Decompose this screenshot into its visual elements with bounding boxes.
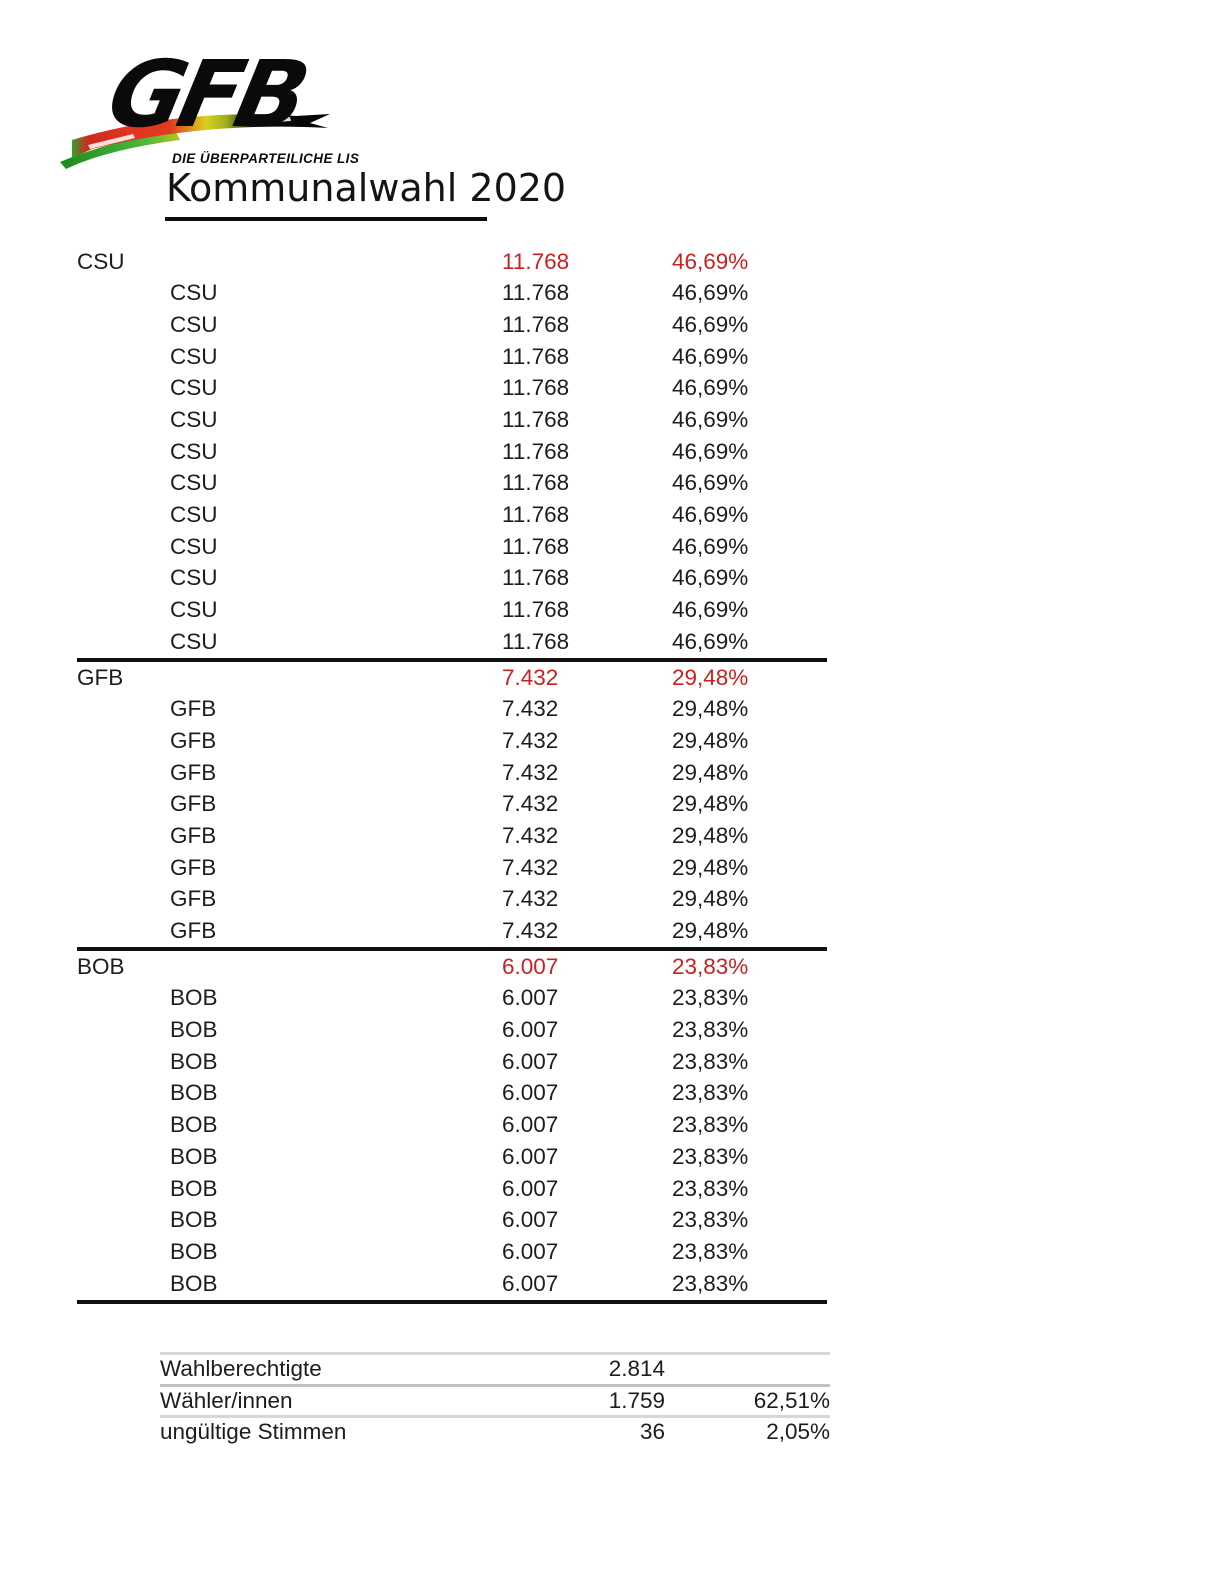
candidate-votes: 11.768 xyxy=(502,311,570,337)
party-section xyxy=(77,246,827,662)
candidate-row xyxy=(77,1110,827,1142)
party-name: CSU xyxy=(77,248,125,274)
candidate-votes: 6.007 xyxy=(502,1143,559,1169)
candidate-row xyxy=(77,468,827,500)
party-percent-total: 29,48% xyxy=(672,664,749,690)
candidate-row xyxy=(77,595,827,627)
candidate-name: CSU xyxy=(170,343,218,369)
candidate-votes: 11.768 xyxy=(502,438,570,464)
candidate-name: CSU xyxy=(170,565,218,591)
candidate-name: BOB xyxy=(170,1080,218,1106)
party-total-row xyxy=(77,246,827,278)
candidate-name: GFB xyxy=(170,886,217,912)
candidate-row xyxy=(77,1015,827,1047)
candidate-votes: 7.432 xyxy=(502,727,559,753)
party-votes-total: 6.007 xyxy=(502,953,559,979)
candidate-percent: 23,83% xyxy=(672,985,749,1011)
summary-row xyxy=(160,1415,830,1447)
candidate-votes: 7.432 xyxy=(502,791,559,817)
summary-label: Wähler/innen xyxy=(160,1387,293,1413)
party-name: BOB xyxy=(77,953,125,979)
party-percent-total: 46,69% xyxy=(672,248,749,274)
candidate-percent: 29,48% xyxy=(672,727,749,753)
summary-percent: 2,05% xyxy=(766,1419,830,1444)
candidate-votes: 6.007 xyxy=(502,1238,559,1264)
candidate-votes: 6.007 xyxy=(502,1080,559,1106)
party-section xyxy=(77,951,827,1304)
candidate-name: GFB xyxy=(170,918,217,944)
candidate-percent: 29,48% xyxy=(672,918,749,944)
candidate-row xyxy=(77,373,827,405)
party-votes-total: 7.432 xyxy=(502,664,559,690)
candidate-name: GFB xyxy=(170,791,217,817)
candidate-percent: 46,69% xyxy=(672,343,749,369)
candidate-row xyxy=(77,626,827,658)
candidate-percent: 46,69% xyxy=(672,438,749,464)
candidate-rows xyxy=(77,983,827,1300)
candidate-votes: 6.007 xyxy=(502,1112,559,1138)
candidate-percent: 46,69% xyxy=(672,565,749,591)
candidate-row xyxy=(77,1078,827,1110)
candidate-percent: 29,48% xyxy=(672,822,749,848)
candidate-percent: 29,48% xyxy=(672,791,749,817)
candidate-row xyxy=(77,1046,827,1078)
candidate-row xyxy=(77,1268,827,1300)
candidate-name: CSU xyxy=(170,438,218,464)
candidate-row xyxy=(77,757,827,789)
candidate-name: CSU xyxy=(170,502,218,528)
logo-acronym: GFB xyxy=(99,40,313,148)
party-name: GFB xyxy=(77,664,124,690)
candidate-row xyxy=(77,531,827,563)
candidate-row xyxy=(77,436,827,468)
candidate-votes: 11.768 xyxy=(502,470,570,496)
candidate-votes: 7.432 xyxy=(502,759,559,785)
candidate-votes: 7.432 xyxy=(502,854,559,880)
summary-label: Wahlberechtigte xyxy=(160,1356,322,1381)
candidate-name: CSU xyxy=(170,628,218,654)
candidate-votes: 6.007 xyxy=(502,985,559,1011)
candidate-row xyxy=(77,404,827,436)
candidate-votes: 11.768 xyxy=(502,502,570,528)
candidate-row xyxy=(77,309,827,341)
candidate-row xyxy=(77,500,827,532)
candidate-name: BOB xyxy=(170,1112,218,1138)
candidate-votes: 11.768 xyxy=(502,533,570,559)
candidate-name: BOB xyxy=(170,1048,218,1074)
candidate-name: CSU xyxy=(170,533,218,559)
candidate-percent: 29,48% xyxy=(672,759,749,785)
candidate-row xyxy=(77,563,827,595)
summary-table xyxy=(160,1352,830,1447)
candidate-percent: 46,69% xyxy=(672,407,749,433)
candidate-row xyxy=(77,915,827,947)
candidate-name: CSU xyxy=(170,311,218,337)
candidate-votes: 11.768 xyxy=(502,628,570,654)
candidate-name: GFB xyxy=(170,696,217,722)
candidate-percent: 46,69% xyxy=(672,280,749,306)
candidate-percent: 23,83% xyxy=(672,1175,749,1201)
gfb-logo xyxy=(58,28,360,170)
candidate-percent: 23,83% xyxy=(672,1112,749,1138)
candidate-name: CSU xyxy=(170,597,218,623)
candidate-row xyxy=(77,983,827,1015)
candidate-percent: 46,69% xyxy=(672,502,749,528)
summary-value: 1.759 xyxy=(608,1387,665,1413)
candidate-votes: 6.007 xyxy=(502,1207,559,1233)
candidate-percent: 23,83% xyxy=(672,1270,749,1296)
party-section xyxy=(77,662,827,951)
candidate-row xyxy=(77,789,827,821)
candidate-percent: 46,69% xyxy=(672,533,749,559)
candidate-percent: 23,83% xyxy=(672,1238,749,1264)
candidate-row xyxy=(77,1205,827,1237)
summary-label: ungültige Stimmen xyxy=(160,1419,347,1444)
candidate-votes: 7.432 xyxy=(502,822,559,848)
candidate-percent: 23,83% xyxy=(672,1143,749,1169)
candidate-votes: 6.007 xyxy=(502,1048,559,1074)
candidate-name: BOB xyxy=(170,1207,218,1233)
candidate-votes: 11.768 xyxy=(502,565,570,591)
page-title: Kommunalwahl 2020 xyxy=(166,166,567,210)
candidate-votes: 11.768 xyxy=(502,280,570,306)
candidate-row xyxy=(77,694,827,726)
candidate-name: CSU xyxy=(170,375,218,401)
candidate-votes: 11.768 xyxy=(502,375,570,401)
candidate-row xyxy=(77,820,827,852)
candidate-row xyxy=(77,852,827,884)
candidate-rows xyxy=(77,694,827,948)
candidate-votes: 11.768 xyxy=(502,343,570,369)
candidate-percent: 23,83% xyxy=(672,1080,749,1106)
candidate-row xyxy=(77,1236,827,1268)
candidate-votes: 7.432 xyxy=(502,886,559,912)
candidate-rows xyxy=(77,278,827,658)
candidate-name: BOB xyxy=(170,1175,218,1201)
summary-value: 36 xyxy=(639,1419,665,1444)
candidate-votes: 6.007 xyxy=(502,1017,559,1043)
candidate-row xyxy=(77,341,827,373)
party-votes-total: 11.768 xyxy=(502,248,570,274)
summary-value: 2.814 xyxy=(608,1356,665,1381)
candidate-row xyxy=(77,884,827,916)
gfb-logo-graphic xyxy=(58,28,360,170)
candidate-percent: 29,48% xyxy=(672,886,749,912)
candidate-votes: 6.007 xyxy=(502,1175,559,1201)
logo-tagline: DIE ÜBERPARTEILICHE LISTE xyxy=(172,151,360,166)
candidate-percent: 23,83% xyxy=(672,1048,749,1074)
summary-percent: 62,51% xyxy=(753,1387,830,1413)
candidate-name: GFB xyxy=(170,759,217,785)
summary-row xyxy=(160,1384,830,1416)
candidate-name: BOB xyxy=(170,1017,218,1043)
candidate-name: CSU xyxy=(170,470,218,496)
party-total-row xyxy=(77,662,827,694)
candidate-percent: 46,69% xyxy=(672,628,749,654)
results-table xyxy=(77,246,827,1304)
candidate-row xyxy=(77,725,827,757)
candidate-name: BOB xyxy=(170,1238,218,1264)
candidate-percent: 46,69% xyxy=(672,597,749,623)
candidate-name: CSU xyxy=(170,280,218,306)
candidate-percent: 46,69% xyxy=(672,470,749,496)
candidate-name: BOB xyxy=(170,1270,218,1296)
candidate-votes: 11.768 xyxy=(502,407,570,433)
candidate-row xyxy=(77,1141,827,1173)
candidate-name: BOB xyxy=(170,1143,218,1169)
candidate-votes: 7.432 xyxy=(502,696,559,722)
candidate-name: BOB xyxy=(170,985,218,1011)
candidate-row xyxy=(77,278,827,310)
candidate-percent: 46,69% xyxy=(672,375,749,401)
candidate-name: GFB xyxy=(170,854,217,880)
candidate-name: CSU xyxy=(170,407,218,433)
candidate-percent: 23,83% xyxy=(672,1207,749,1233)
summary-row xyxy=(160,1352,830,1384)
party-total-row xyxy=(77,951,827,983)
candidate-percent: 29,48% xyxy=(672,854,749,880)
candidate-votes: 11.768 xyxy=(502,597,570,623)
candidate-votes: 7.432 xyxy=(502,918,559,944)
candidate-votes: 6.007 xyxy=(502,1270,559,1296)
candidate-percent: 23,83% xyxy=(672,1017,749,1043)
candidate-percent: 29,48% xyxy=(672,696,749,722)
candidate-name: GFB xyxy=(170,822,217,848)
party-percent-total: 23,83% xyxy=(672,953,749,979)
candidate-percent: 46,69% xyxy=(672,311,749,337)
candidate-row xyxy=(77,1173,827,1205)
title-underline xyxy=(165,217,487,221)
candidate-name: GFB xyxy=(170,727,217,753)
